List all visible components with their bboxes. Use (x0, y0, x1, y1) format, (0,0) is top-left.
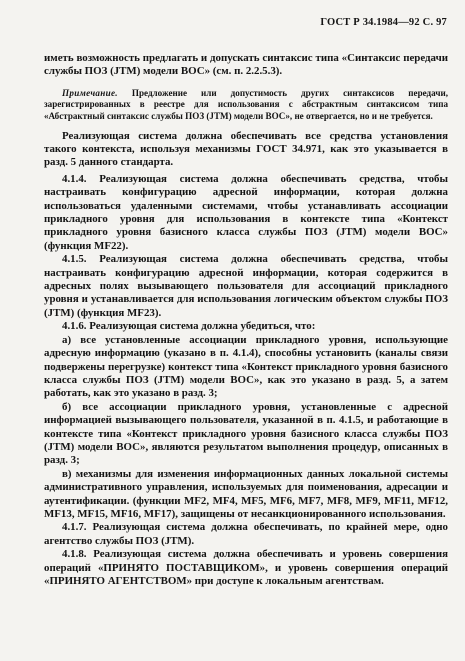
list-item-b: б) все ассоциации прикладного уровня, установленные с адресной информацией вызывающего пользователя, указанной в п. 4.1.5, и работающие в контексте типа «Контекст прикладного уровня базисного класса службы ПОЗ (JTM) модели ВОС», являются результатом выполнения процедур, описанных в разд. 3; (44, 400, 448, 467)
paragraph-4-1-6: 4.1.6. Реализующая система должна убедиться, что: (62, 320, 316, 333)
paragraph-4-1-7: 4.1.7. Реализующая система должна обеспечивать, по крайней мере, одно агентство службы ПОЗ (JTM). (44, 521, 448, 547)
note-paragraph (44, 88, 448, 123)
document-body (44, 52, 448, 588)
paragraph-4-1-5: 4.1.5. Реализующая система должна обеспечивать средства, чтобы настраивать конфигурацию адресной информации, которая содержится в адресных полях вызывающего пользователя для ассоциаций прикладного уровня и устанавливается для использования логическим объектом службы ПОЗ (JTM) (функция MF23). (44, 253, 448, 319)
list-item-v: в) механизмы для изменения информационных данных локальной системы административного управления, используемых для поименования, адресации и аутентификации. (функции MF2, MF4, MF5, MF6, MF7, MF8, MF9, MF11, MF12, MF13, MF15, MF16, MF17), защищены от несанкционированного использования. (44, 467, 448, 520)
list-item-a: а) все установленные ассоциации прикладного уровня, использующие адресную информацию (указано в п. 4.1.4), способны установить (каналы связи подвержены перегрузке) контекст типа «Контекст прикладного уровня базисного класса службы ПОЗ (JTM) модели ВОС», как это указано в разд. 5, а затем работать, как это указано в разд. 3; (44, 333, 448, 400)
note-text: Предложение или допустимость других синтаксисов передачи, зарегистрированных в реестре для использования с абстрактным синтаксисом типа «Абстрактный синтаксис службы ПОЗ (JTM) модели ВОС», не отвергается, но и не требуется. (44, 87, 448, 121)
paragraph-4-1-8: 4.1.8. Реализующая система должна обеспечивать и уровень совершения операций «ПРИНЯТО ПОСТАВЩИКОМ», и уровень совершения операций «ПРИНЯТО АГЕНТСТВОМ» при доступе к локальным агентствам. (44, 548, 448, 587)
paragraph-context-setup: Реализующая система должна обеспечивать все средства установления такого контекста, используя механизмы ГОСТ 34.971, как это указывается в разд. 5 данного стандарта. (44, 129, 448, 169)
note-lead: Примечание. (62, 87, 118, 98)
running-header: ГОСТ Р 34.1984—92 С. 97 (320, 17, 447, 28)
paragraph-continuation: иметь возможность предлагать и допускать синтаксис типа «Синтаксис передачи службы ПОЗ (JTM) модели ВОС» (см. п. 2.2.5.3). (44, 52, 448, 78)
paragraph-4-1-4: 4.1.4. Реализующая система должна обеспечивать средства, чтобы настраивать конфигурацию адресной информации, которая должна использоваться удаленными системами, чтобы устанавливать ассоциации прикладного уровня для использования в контексте типа «Контекст прикладного уровня базисного класса службы ПОЗ (JTM) модели ВОС» (функция MF22). (44, 172, 448, 252)
